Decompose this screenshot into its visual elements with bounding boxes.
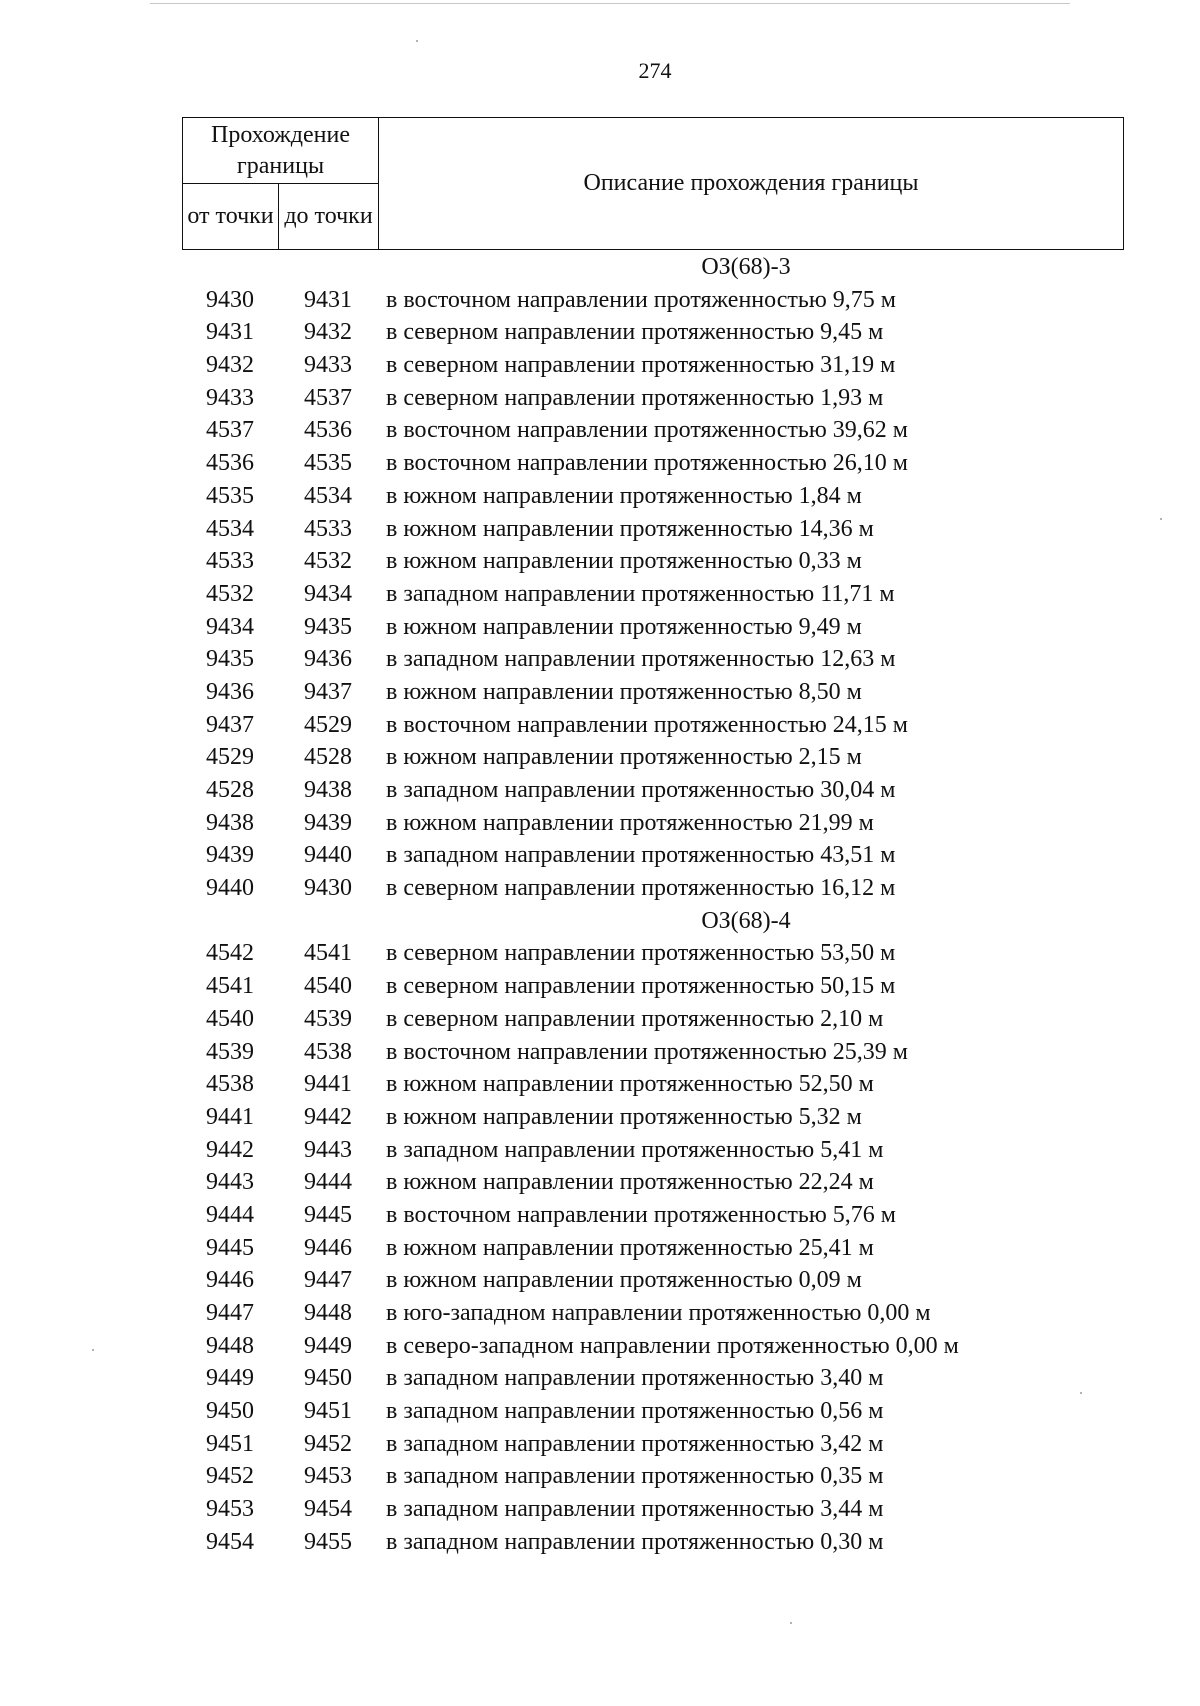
table-row bbox=[182, 284, 1124, 317]
description-cell: в северном направлении протяженностью 53,50 м bbox=[386, 940, 896, 967]
description-cell: в западном направлении протяженностью 5,41 м bbox=[386, 1136, 884, 1163]
from-point-cell: 4528 bbox=[206, 777, 254, 803]
table-row bbox=[182, 513, 1124, 546]
table-header bbox=[182, 117, 1124, 250]
table-row bbox=[182, 1068, 1124, 1101]
to-point-cell: 9451 bbox=[304, 1398, 352, 1425]
from-point-cell: 9448 bbox=[206, 1332, 254, 1359]
description-cell: в восточном направлении протяженностью 25,39 м bbox=[386, 1038, 908, 1065]
to-point-cell: 9440 bbox=[304, 842, 352, 869]
description-cell: в южном направлении протяженностью 8,50 м bbox=[386, 678, 862, 705]
to-point-cell: 9437 bbox=[304, 678, 352, 705]
from-point-cell: 9436 bbox=[206, 678, 254, 705]
table-row bbox=[182, 1526, 1124, 1559]
to-point-cell: 9452 bbox=[304, 1430, 352, 1457]
description-cell: в южном направлении протяженностью 52,50 м bbox=[386, 1071, 874, 1098]
to-point-cell: 4539 bbox=[304, 1005, 352, 1032]
table-row bbox=[182, 1330, 1124, 1363]
description-cell: в южном направлении протяженностью 9,49 м bbox=[386, 613, 862, 640]
to-point-cell: 9449 bbox=[304, 1332, 352, 1359]
from-point-cell: 9453 bbox=[206, 1496, 254, 1523]
table-row bbox=[182, 937, 1124, 970]
from-point-cell: 9441 bbox=[206, 1103, 254, 1130]
from-point-cell: 4537 bbox=[206, 417, 254, 444]
from-point-cell: 9439 bbox=[206, 842, 254, 869]
to-point-cell: 4537 bbox=[304, 384, 352, 411]
description-cell: в юго-западном направлении протяженностью 0,00 м bbox=[386, 1300, 931, 1326]
description-cell: в южном направлении протяженностью 21,99 м bbox=[386, 809, 874, 836]
from-point-cell: 9435 bbox=[206, 646, 254, 673]
from-point-cell: 9442 bbox=[206, 1136, 254, 1163]
to-point-cell: 9432 bbox=[304, 319, 352, 346]
from-point-cell: 4533 bbox=[206, 548, 254, 575]
page-number: 274 bbox=[638, 58, 672, 83]
table-row bbox=[182, 839, 1124, 872]
description-cell: в южном направлении протяженностью 5,32 м bbox=[386, 1103, 862, 1130]
to-point-cell: 4529 bbox=[304, 711, 352, 738]
description-cell: в северном направлении протяженностью 2,10 м bbox=[386, 1005, 884, 1032]
scan-top-rule bbox=[150, 3, 1070, 4]
to-point-cell: 9445 bbox=[304, 1201, 352, 1228]
table-row bbox=[182, 1362, 1124, 1395]
description-cell: в западном направлении протяженностью 0,30 м bbox=[386, 1528, 884, 1555]
description-cell: в западном направлении протяженностью 3,44 м bbox=[386, 1496, 884, 1523]
from-point-cell: 9451 bbox=[206, 1430, 254, 1457]
from-point-cell: 9440 bbox=[206, 875, 254, 902]
description-cell: в западном направлении протяженностью 0,56 м bbox=[386, 1398, 884, 1425]
to-point-cell: 9438 bbox=[304, 777, 352, 803]
from-point-cell: 9449 bbox=[206, 1365, 254, 1392]
scan-speck bbox=[790, 1622, 792, 1624]
from-point-cell: 4540 bbox=[206, 1005, 254, 1032]
table-row bbox=[182, 872, 1124, 905]
to-point-cell: 9441 bbox=[304, 1071, 352, 1098]
table-row bbox=[182, 1134, 1124, 1167]
description-cell: в западном направлении протяженностью 3,42 м bbox=[386, 1430, 884, 1457]
to-point-cell: 4538 bbox=[304, 1038, 352, 1065]
description-cell: в западном направлении протяженностью 0,35 м bbox=[386, 1463, 884, 1490]
to-point-cell: 9435 bbox=[304, 613, 352, 640]
table-row bbox=[182, 1036, 1124, 1069]
from-point-cell: 4536 bbox=[206, 450, 254, 477]
to-point-cell: 9434 bbox=[304, 580, 352, 607]
from-point-cell: 4538 bbox=[206, 1071, 254, 1098]
description-cell: в южном направлении протяженностью 0,09 м bbox=[386, 1267, 862, 1294]
table-row bbox=[182, 480, 1124, 513]
table-row bbox=[182, 316, 1124, 349]
scan-speck bbox=[416, 40, 418, 42]
from-point-cell: 4532 bbox=[206, 580, 254, 607]
table-row bbox=[182, 1101, 1124, 1134]
table-row bbox=[182, 545, 1124, 578]
from-point-cell: 9432 bbox=[206, 352, 254, 379]
description-cell: в западном направлении протяженностью 3,40 м bbox=[386, 1365, 884, 1392]
from-point-cell: 9454 bbox=[206, 1528, 254, 1555]
table-row bbox=[182, 1003, 1124, 1036]
header-boundary-passage: Прохождение границы bbox=[183, 118, 379, 184]
description-cell: в северо-западном направлении протяженностью 0,00 м bbox=[386, 1332, 959, 1359]
table-row bbox=[182, 578, 1124, 611]
to-point-cell: 4533 bbox=[304, 515, 352, 542]
table-row bbox=[182, 676, 1124, 709]
boundary-table-body bbox=[182, 251, 1124, 1559]
from-point-cell: 9450 bbox=[206, 1398, 254, 1425]
description-cell: в западном направлении протяженностью 43,51 м bbox=[386, 842, 896, 869]
table-row bbox=[182, 1460, 1124, 1493]
table-row bbox=[182, 414, 1124, 447]
from-point-cell: 4539 bbox=[206, 1038, 254, 1065]
scan-speck bbox=[1080, 1392, 1082, 1394]
description-cell: в южном направлении протяженностью 25,41 м bbox=[386, 1234, 874, 1261]
table-row bbox=[182, 741, 1124, 774]
description-cell: в восточном направлении протяженностью 39,62 м bbox=[386, 417, 908, 444]
to-point-cell: 9447 bbox=[304, 1267, 352, 1294]
description-cell: в северном направлении протяженностью 1,93 м bbox=[386, 384, 884, 411]
description-cell: в западном направлении протяженностью 11,71 м bbox=[386, 580, 895, 607]
description-cell: в восточном направлении протяженностью 5,76 м bbox=[386, 1201, 896, 1228]
to-point-cell: 9450 bbox=[304, 1365, 352, 1392]
to-point-cell: 9442 bbox=[304, 1103, 352, 1130]
from-point-cell: 9446 bbox=[206, 1267, 254, 1294]
from-point-cell: 9444 bbox=[206, 1201, 254, 1228]
from-point-cell: 9443 bbox=[206, 1169, 254, 1196]
table-row bbox=[182, 1232, 1124, 1265]
from-point-cell: 9438 bbox=[206, 809, 254, 836]
from-point-cell: 9430 bbox=[206, 286, 254, 313]
to-point-cell: 9433 bbox=[304, 352, 352, 379]
description-cell: в восточном направлении протяженностью 26,10 м bbox=[386, 450, 908, 477]
to-point-cell: 9448 bbox=[304, 1300, 352, 1326]
table-row bbox=[182, 1199, 1124, 1232]
section-title: ОЗ(68)-4 bbox=[701, 907, 791, 934]
to-point-cell: 9439 bbox=[304, 809, 352, 836]
to-point-cell: 9454 bbox=[304, 1496, 352, 1523]
from-point-cell: 9447 bbox=[206, 1300, 254, 1326]
from-point-cell: 9431 bbox=[206, 319, 254, 346]
to-point-cell: 4534 bbox=[304, 482, 352, 509]
table-row bbox=[182, 1297, 1124, 1330]
table-row bbox=[182, 1493, 1124, 1526]
table-row bbox=[182, 1264, 1124, 1297]
scan-speck bbox=[1160, 518, 1162, 520]
section-title: ОЗ(68)-3 bbox=[701, 254, 791, 280]
description-cell: в южном направлении протяженностью 2,15 м bbox=[386, 744, 862, 771]
from-point-cell: 9452 bbox=[206, 1463, 254, 1490]
to-point-cell: 4528 bbox=[304, 744, 352, 771]
description-cell: в западном направлении протяженностью 30,04 м bbox=[386, 777, 896, 803]
table-row bbox=[182, 774, 1124, 807]
to-point-cell: 4540 bbox=[304, 973, 352, 1000]
table-row bbox=[182, 807, 1124, 840]
to-point-cell: 9430 bbox=[304, 875, 352, 902]
from-point-cell: 4541 bbox=[206, 973, 254, 1000]
table-row bbox=[182, 709, 1124, 742]
table-row bbox=[182, 611, 1124, 644]
to-point-cell: 9444 bbox=[304, 1169, 352, 1196]
table-row bbox=[182, 1166, 1124, 1199]
table-row bbox=[182, 643, 1124, 676]
to-point-cell: 4535 bbox=[304, 450, 352, 477]
description-cell: в восточном направлении протяженностью 24,15 м bbox=[386, 711, 908, 738]
header-description: Описание прохождения границы bbox=[379, 118, 1124, 250]
table-row bbox=[182, 1428, 1124, 1461]
description-cell: в южном направлении протяженностью 22,24 м bbox=[386, 1169, 874, 1196]
from-point-cell: 4534 bbox=[206, 515, 254, 542]
from-point-cell: 9437 bbox=[206, 711, 254, 738]
to-point-cell: 4532 bbox=[304, 548, 352, 575]
to-point-cell: 9431 bbox=[304, 286, 352, 313]
to-point-cell: 9443 bbox=[304, 1136, 352, 1163]
from-point-cell: 4542 bbox=[206, 940, 254, 967]
to-point-cell: 9446 bbox=[304, 1234, 352, 1261]
table-row bbox=[182, 447, 1124, 480]
header-to-point: до точки bbox=[279, 184, 379, 250]
description-cell: в северном направлении протяженностью 16,12 м bbox=[386, 875, 896, 902]
to-point-cell: 9436 bbox=[304, 646, 352, 673]
to-point-cell: 9455 bbox=[304, 1528, 352, 1555]
description-cell: в северном направлении протяженностью 31,19 м bbox=[386, 352, 896, 379]
to-point-cell: 4541 bbox=[304, 940, 352, 967]
header-from-point: от точки bbox=[183, 184, 279, 250]
description-cell: в южном направлении протяженностью 0,33 м bbox=[386, 548, 862, 575]
to-point-cell: 4536 bbox=[304, 417, 352, 444]
to-point-cell: 9453 bbox=[304, 1463, 352, 1490]
description-cell: в южном направлении протяженностью 1,84 м bbox=[386, 482, 862, 509]
table-row bbox=[182, 349, 1124, 382]
from-point-cell: 9445 bbox=[206, 1234, 254, 1261]
from-point-cell: 9433 bbox=[206, 384, 254, 411]
description-cell: в западном направлении протяженностью 12,63 м bbox=[386, 646, 896, 673]
table-row bbox=[182, 1395, 1124, 1428]
description-cell: в восточном направлении протяженностью 9,75 м bbox=[386, 286, 896, 313]
description-cell: в северном направлении протяженностью 9,45 м bbox=[386, 319, 884, 346]
description-cell: в северном направлении протяженностью 50,15 м bbox=[386, 973, 896, 1000]
table-row bbox=[182, 970, 1124, 1003]
description-cell: в южном направлении протяженностью 14,36 м bbox=[386, 515, 874, 542]
from-point-cell: 4529 bbox=[206, 744, 254, 771]
from-point-cell: 9434 bbox=[206, 613, 254, 640]
table-row bbox=[182, 382, 1124, 415]
scan-speck bbox=[92, 1349, 94, 1351]
from-point-cell: 4535 bbox=[206, 482, 254, 509]
